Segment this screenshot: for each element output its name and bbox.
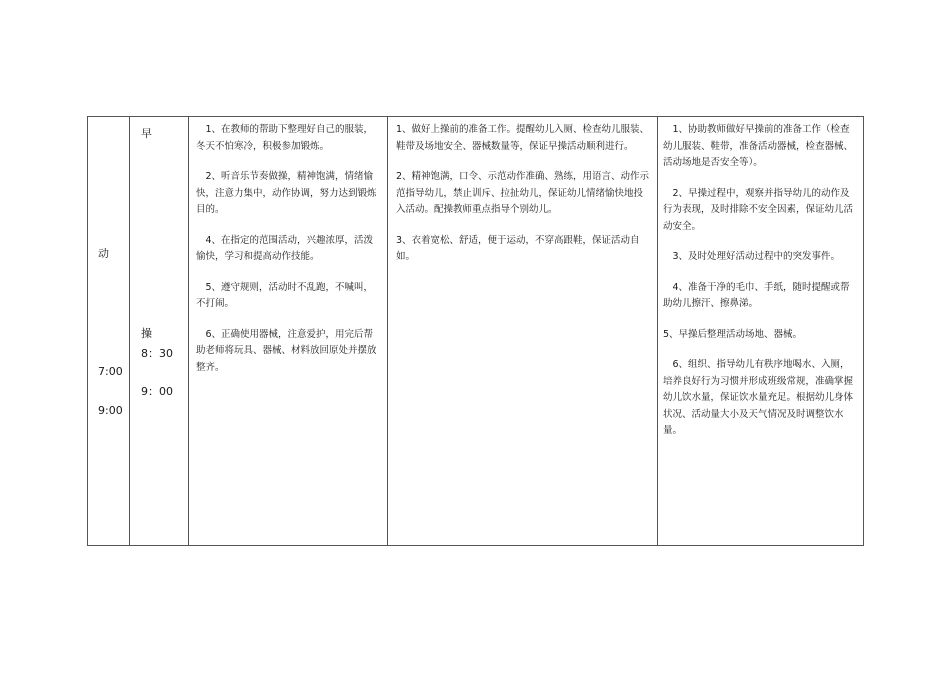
teacher-duty-item: 1、做好上操前的准备工作。提醒幼儿入厕、检查幼儿服装、鞋带及场地安全、器械数量等，保证早操活动顺利进行。 [396, 124, 650, 152]
segment-start: 8：30 [141, 347, 173, 360]
segment-name-bottom: 操 [141, 327, 152, 340]
column-divider [657, 117, 658, 545]
time-end: 9:00 [98, 404, 123, 417]
teacher-duty-item: 2、精神饱满，口令、示范动作准确、熟练，用语言、动作示范指导幼儿，禁止训斥、拉扯幼儿，保证幼儿情绪愉快地投入活动。配操教师重点指导个别幼儿。 [396, 171, 650, 215]
assistant-duty-item: 5、早操后整理活动场地、器械。 [663, 328, 803, 340]
segment-end: 9：00 [141, 385, 173, 398]
assistant-duty-item: 4、准备干净的毛巾、手纸，随时提醒或帮助幼儿擦汗、擦鼻涕。 [663, 281, 850, 309]
child-goals-list [196, 122, 380, 390]
teacher-duty-item: 3、衣着宽松、舒适，便于运动，不穿高跟鞋，保证活动自如。 [396, 234, 640, 262]
child-goal-item: 5、遵守规则，活动时不乱跑，不喊叫，不打闹。 [196, 281, 374, 309]
column-divider [129, 117, 130, 545]
column-divider [387, 117, 388, 545]
assistant-duties-list [663, 122, 859, 454]
activity-char: 动 [98, 247, 109, 260]
child-goal-item: 6、正确使用器械，注意爱护，用完后帮助老师将玩具、器械、材料放回原处并摆放整齐。 [196, 328, 377, 373]
assistant-duty-item: 6、组织、指导幼儿有秩序地喝水、入厕，培养良好行为习惯并形成班级常规，准确掌握幼儿饮水量，保证饮水量充足。根据幼儿身体状况、活动量大小及天气情况及时调整饮水量。 [663, 359, 854, 436]
teacher-duties-list [396, 122, 652, 280]
segment-name-top: 早 [141, 127, 152, 140]
column-divider [188, 117, 189, 545]
child-goal-item: 1、在教师的帮助下整理好自己的服装，冬天不怕寒冷，积极参加锻炼。 [196, 124, 374, 152]
child-goal-item: 2、听音乐节奏做操，精神饱满，情绪愉快，注意力集中，动作协调，努力达到锻炼目的。 [196, 171, 377, 215]
assistant-duty-item: 1、协助教师做好早操前的准备工作（检查幼儿服装、鞋带，准备活动器械，检查器械、活动场地是否安全等）。 [663, 124, 854, 168]
assistant-duty-item: 3、及时处理好活动过程中的突发事件。 [672, 251, 841, 262]
schedule-table [87, 116, 864, 546]
child-goal-item: 4、在指定的范围活动，兴趣浓厚，活泼愉快，学习和提高动作技能。 [196, 234, 374, 262]
time-start: 7:00 [98, 365, 123, 378]
assistant-duty-item: 2、早操过程中，观察并指导幼儿的动作及行为表现，及时排除不安全因素，保证幼儿活动安全。 [663, 187, 854, 232]
